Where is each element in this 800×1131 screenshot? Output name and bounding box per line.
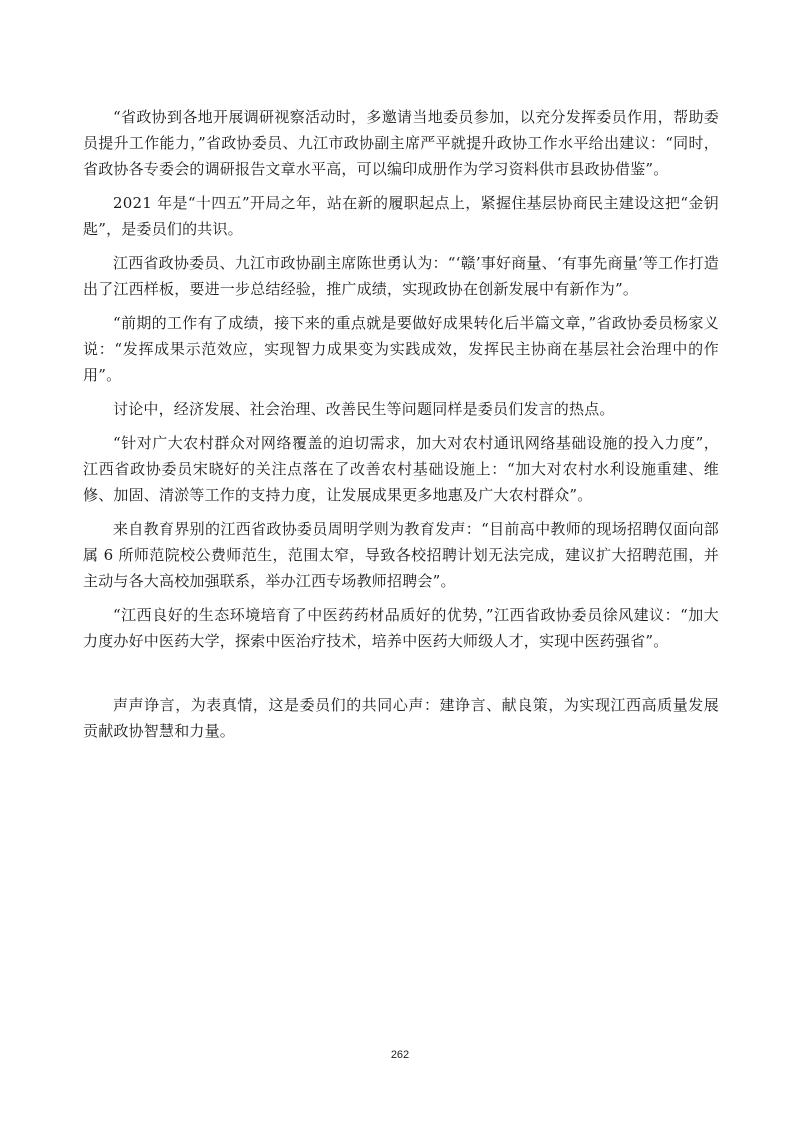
closing-paragraph: 声声诤言，为表真情，这是委员们的共同心声：建诤言、献良策，为实现江西高质量发展贡献政协智慧和力量。 [83,696,719,740]
paragraph: 江西省政协委员、九江市政协副主席陈世勇认为：“‘赣’事好商量、‘有事先商量’等工作打造出了江西样板，要进一步总结经验，推广成绩，实现政协在创新发展中有新作为”。 [83,254,719,298]
body-text [83,104,719,744]
paragraph: “省政协到各地开展调研视察活动时，多邀请当地委员参加，以充分发挥委员作用，帮助委员提升工作能力，”省政协委员、九江市政协副主席严平就提升政协工作水平给出建议：“同时，省政协各专委会的调研报告文章水平高，可以编印成册作为学习资料供市县政协借鉴”。 [83,108,719,178]
paragraph: “针对广大农村群众对网络覆盖的迫切需求，加大对农村通讯网络基础设施的投入力度”，江西省政协委员宋晓好的关注点落在了改善农村基础设施上：“加大对农村水利设施重建、维修、加固、清淤等工作的支持力度，让发展成果更多地惠及广大农村群众”。 [83,434,719,504]
paragraph: 讨论中，经济发展、社会治理、改善民生等问题同样是委员们发言的热点。 [113,400,615,418]
paragraph: “前期的工作有了成绩，接下来的重点就是要做好成果转化后半篇文章，”省政协委员杨家义说：“发挥成果示范效应，实现智力成果变为实践成效，发挥民主协商在基层社会治理中的作用”。 [83,314,719,384]
paragraph: “江西良好的生态环境培育了中医药药材品质好的优势，”江西省政协委员徐风建议：“加大力度办好中医药大学，探索中医治疗技术，培养中医药大师级人才，实现中医药强省”。 [83,606,719,650]
page-number: 262 [390,1049,410,1061]
paragraph: 2021 年是“十四五”开局之年，站在新的履职起点上，紧握住基层协商民主建设这把“金钥匙”，是委员们的共识。 [83,194,719,238]
paragraph: 来自教育界别的江西省政协委员周明学则为教育发声：“目前高中教师的现场招聘仅面向部属 6 所师范院校公费师范生，范围太窄，导致各校招聘计划无法完成，建议扩大招聘范围，并主动与各大高校加强联系，举办江西专场教师招聘会”。 [83,520,719,590]
